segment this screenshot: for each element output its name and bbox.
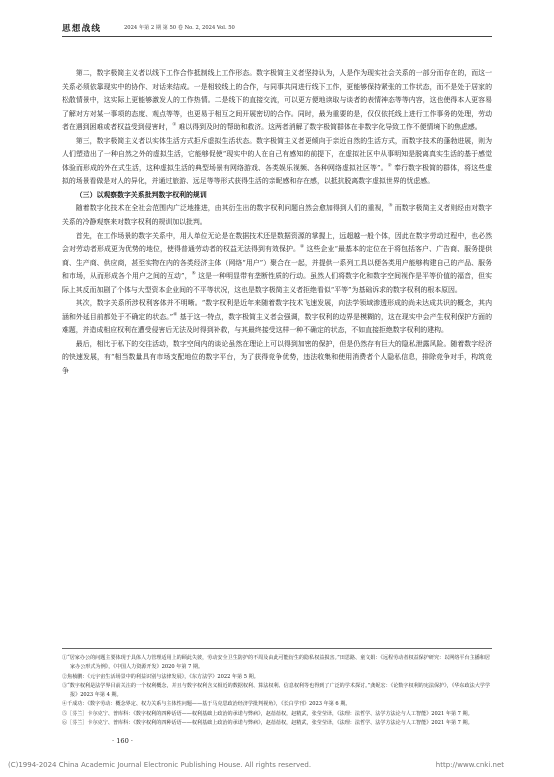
paragraph <box>62 297 492 338</box>
issue-info: 2024 年第 2 期 第 50 卷 No. 2, 2024 Vol. 50 <box>124 25 235 31</box>
paragraph-text: 首先，在工作场景的数字关系中，用人单位无论是在数据技术还是数据资源的掌握上，远超越一般个体，因此在数字劳动过程中，也必然会对劳动者形成更为优势的地位，使得普通劳动者的权益无法得到有效保护。 <box>62 231 492 254</box>
paragraph-text: 最后，相比于私下的交往活动，数字空间内的谈论虽然在理论上可以得到加密的保护，但是仍然存有巨大的隐私泄露风险。随着数字经济的快速发展，有“相当数量具有市场支配地位的数字平台，为了获得竞争优势，违法收集和使用消费者个人隐私信息，排除竞争对手，构筑竞争 <box>62 339 492 376</box>
footnote: ③“数字权利是法学界目前关注的一个权利概念，并且与数字权利含义相近的数据权利、算法权利、信息权利等也得到了广泛的学术探讨。”龚妮宏：《论数字权利的宪法保护》，《华东政法大学学报》2023 年第 4 期。 <box>62 682 490 699</box>
paragraph-text: 难以得到及时的帮助和救济。这两者消解了数字极简群体在非数字化导致工作不便情境下的焦虑感。 <box>176 123 482 132</box>
footnote: ②焦桢鹏：《元宇宙生活场景中的利益识别与法律发展》，《东方法学》2022 年第 5 期。 <box>62 673 259 680</box>
paragraph-text: 第三，数字极简主义者以实体生活方式拒斥虚拟生活状态。数字极简主义者更倾向于亲近自然的生活方式，而数字技术的蓬勃进展，则为人们塑造出了一种自然之外的虚拟生活，它能够促使“现实中的人在自己有感知的前提下，在虚拟社区中从事明知是脱离真实生活的基于感觉体验而形成的外在式生活，这种虚拟生活的典型场景有网络游戏、各类娱乐视频、各种网络虚拟社区等”。 <box>62 136 492 172</box>
footnote-ref[interactable]: ③ <box>388 204 393 210</box>
paragraph <box>62 67 492 135</box>
footnote-ref[interactable]: ⑤ <box>191 271 196 277</box>
page-number: · 160 · <box>112 737 133 745</box>
paragraph-text: 这是一种明显带有垄断性质的行动。虽然人们将数字化和数字空间视作是平等价值的福音，但实际上其反而加剧了个体与大型资本企业间的不平等状况，这也是数字极简主义者拒绝看似“平等”为基础诉求的数字权利的根本原因。 <box>62 272 492 294</box>
footnote-ref[interactable]: ④ <box>300 244 305 250</box>
paragraph <box>62 230 492 298</box>
footnote: ①“居家办公的问题主要体现于具体人力管理适用上的顾此失彼，劳动安全卫生防护的不周及由此可能衍生的隐私权益损害。”田思路、童文娟：《远程劳动者权益保护研究：以网络平台主播和居家办公形式为例》，《中国人力资源开发》2020 年第 7 期。 <box>62 655 490 671</box>
paragraph-text: 这些企业“最基本的定位在于将包括客户、广告商、服务提供商、生产商、供应商，甚至实物在内的各类经济主体（网络“用户”）聚合在一起，并提供一系列工具以便各类用户能够构建自己的产品、服务和市场，从而形成各个用户之间的互动”， <box>62 245 492 281</box>
paragraph-text: 奉行数字极简的群体，将这些虚拟的场景看做是对人的异化，并通过旅游、远足等等形式获得生活的亲昵感和存在感，以抵抗脱离数字虚拟世界的忧虑感。 <box>62 163 492 186</box>
paragraph-text: 第二，数字极简主义者以线下工作合作抵制线上工作形态。数字极简主义者坚持认为，人是作为现实社会关系的一部分而存在的，而这一关系必须依靠现实中的协作、对话来结成。一是相较线上的合作，与同事共同进行线下工作，更能够保持紧张的工作状态，而不是处于居家的松散情景中，这实际上更能够激发人的工作热情。二是线下的直接交流，可以更方便地读取与谈者的表情神态等等内容，这也使得本人更容易了解对方对某一事项的态度、观点等等，也更易于相互之间开展密切的合作。同时，最为重要的是，仅仅依托线上进行工作事务的处理，劳动者在遇到困难或者权益受到侵害时， <box>62 69 492 132</box>
footnotes <box>62 648 492 728</box>
footnote: ④千成功：《数字劳动：概念界定、权力关系与主体性问题——基于马克思政治经济学批判视角》，《长白学刊》2023 年第 6 期。 <box>62 701 351 708</box>
paragraph <box>62 202 492 229</box>
body-text <box>62 67 492 379</box>
paragraph-text: 其次，数字关系所涉权利客体并不明晰。“数字权利是近年来随着数字技术飞速发展，向法学领域渗透形成的尚未达成共识的概念，其内涵和外延目前都处于不确定的状态。” <box>62 299 492 321</box>
section-heading <box>62 189 492 203</box>
footnote-ref[interactable]: ⑥ <box>173 312 178 318</box>
website-link[interactable]: http://www.cnki.net <box>435 761 504 769</box>
journal-name: 思想战线 <box>62 24 102 34</box>
copyright-notice: (C)1994-2024 China Academic Journal Electronic Publishing House. All rights reserved. <box>8 761 312 769</box>
paragraph <box>62 135 492 189</box>
running-header <box>62 20 492 37</box>
paragraph-text: 而数字极简主义者则经由对数字关系的冷静观察来对数字权利的规训加以批判。 <box>62 204 492 227</box>
footnote-ref[interactable]: ① <box>172 122 177 128</box>
paragraph-text: 随着数字化技术在全社会范围内广泛地推进，由其衍生出的数字权利问题自然会愈加得到人们的重视， <box>75 204 389 213</box>
footnote-ref[interactable]: ② <box>387 163 392 169</box>
paragraph-text: 基于这一特点，数字极简主义者会强调，数字权利的边界是模糊的，这在现实中会产生权利保护方面的难题，并造成相应权利在遭受侵害后无法及时得到补救，与其最终接受这样一种不确定的状态，不如直接拒绝数字权利的建构。 <box>62 312 493 335</box>
footnote: ⑥［芬兰］卡尔克宁、普库科：《数字权利的四种话语——权利基础上政治的承诺与弊病》，赵蓓蓓权，赵精武，张莹莹译，《法理：法哲学、法学方法论与人工智能》2021 年第 7 期。 <box>62 720 473 727</box>
paragraph <box>62 338 492 379</box>
watermark <box>0 759 554 773</box>
paragraph-text: （三）以观察数字关系批判数字权利的规训 <box>75 190 207 199</box>
footnote: ⑤［芬兰］卡尔克宁、普库科：《数字权利的四种话语——权利基础上政治的承诺与弊病》，赵蓓蓓权，赵精武，张莹莹译，《法理：法哲学、法学方法论与人工智能》2021 年第 7 期。 <box>62 710 473 717</box>
